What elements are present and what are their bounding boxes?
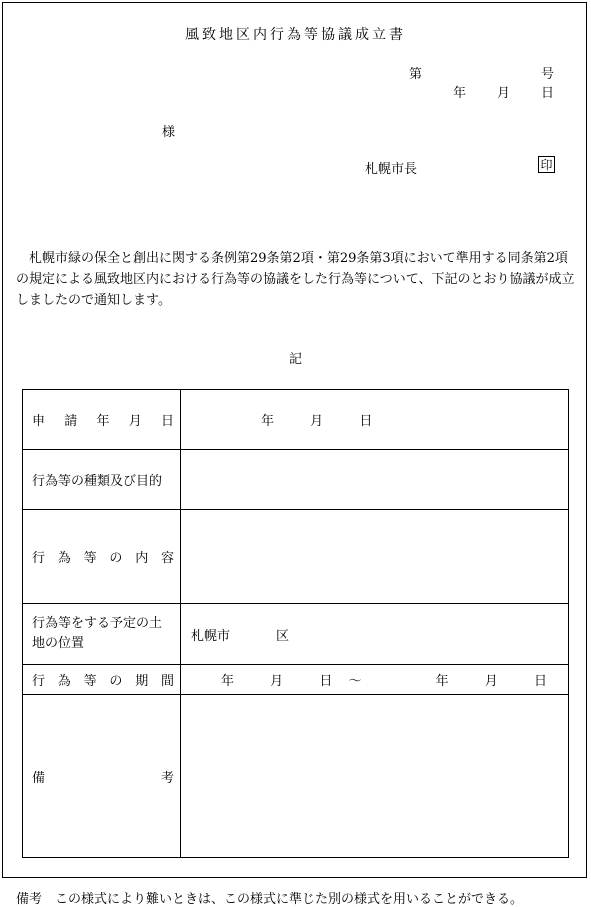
issue-year-label: 年 — [453, 86, 467, 101]
row-application-date — [23, 390, 569, 450]
period-start-month: 月 — [270, 674, 284, 689]
label-location: 行為等をする予定の土地の位置 — [23, 604, 181, 665]
value-location[interactable] — [181, 604, 569, 665]
row-remarks — [23, 695, 569, 858]
details-table — [22, 389, 569, 858]
label-type-purpose: 行為等の種類及び目的 — [23, 450, 181, 510]
value-type-purpose[interactable] — [181, 450, 569, 510]
ki-heading: 記 — [289, 352, 303, 367]
row-content — [23, 510, 569, 604]
value-remarks[interactable] — [181, 695, 569, 858]
label-remarks: 備 考 — [23, 695, 181, 858]
label-period: 行 為 等 の 期 間 — [23, 665, 181, 695]
document-title: 風致地区内行為等協議成立書 — [185, 27, 406, 43]
period-end-year: 年 — [435, 674, 449, 689]
application-month-label: 月 — [310, 414, 324, 429]
value-application-date[interactable] — [181, 390, 569, 450]
period-tilde: ～ — [348, 674, 362, 689]
location-ward: 区 — [276, 628, 290, 644]
period-end-day: 日 — [533, 674, 547, 689]
value-period[interactable] — [181, 665, 569, 695]
label-content: 行 為 等 の 内 容 — [23, 510, 181, 604]
label-application-date: 申 請 年 月 日 — [23, 390, 181, 450]
period-start-day: 日 — [319, 674, 333, 689]
number-suffix: 号 — [541, 67, 555, 82]
application-year-label: 年 — [261, 414, 275, 429]
period-start-year: 年 — [221, 674, 235, 689]
issue-month-label: 月 — [497, 86, 511, 101]
addressee-suffix: 様 — [162, 125, 176, 140]
row-location — [23, 604, 569, 665]
row-period — [23, 665, 569, 695]
number-prefix: 第 — [409, 67, 423, 82]
footer-note: 備考 この様式により難いときは、この様式に準じた別の様式を用いることができる。 — [16, 892, 524, 907]
issue-day-label: 日 — [541, 86, 555, 101]
value-content[interactable] — [181, 510, 569, 604]
application-day-label: 日 — [359, 414, 373, 429]
period-end-month: 月 — [484, 674, 498, 689]
issuer-name: 札幌市長 — [365, 162, 418, 177]
location-city: 札幌市 — [191, 628, 231, 644]
body-paragraph: 札幌市緑の保全と創出に関する条例第29条第2項・第29条第3項において準用する同条第2項の規定による風致地区内における行為等の協議をした行為等について、下記のとおり協議が成立しましたので通知します。 — [16, 251, 575, 308]
row-type-purpose — [23, 450, 569, 510]
seal-box: 印 — [538, 156, 555, 173]
